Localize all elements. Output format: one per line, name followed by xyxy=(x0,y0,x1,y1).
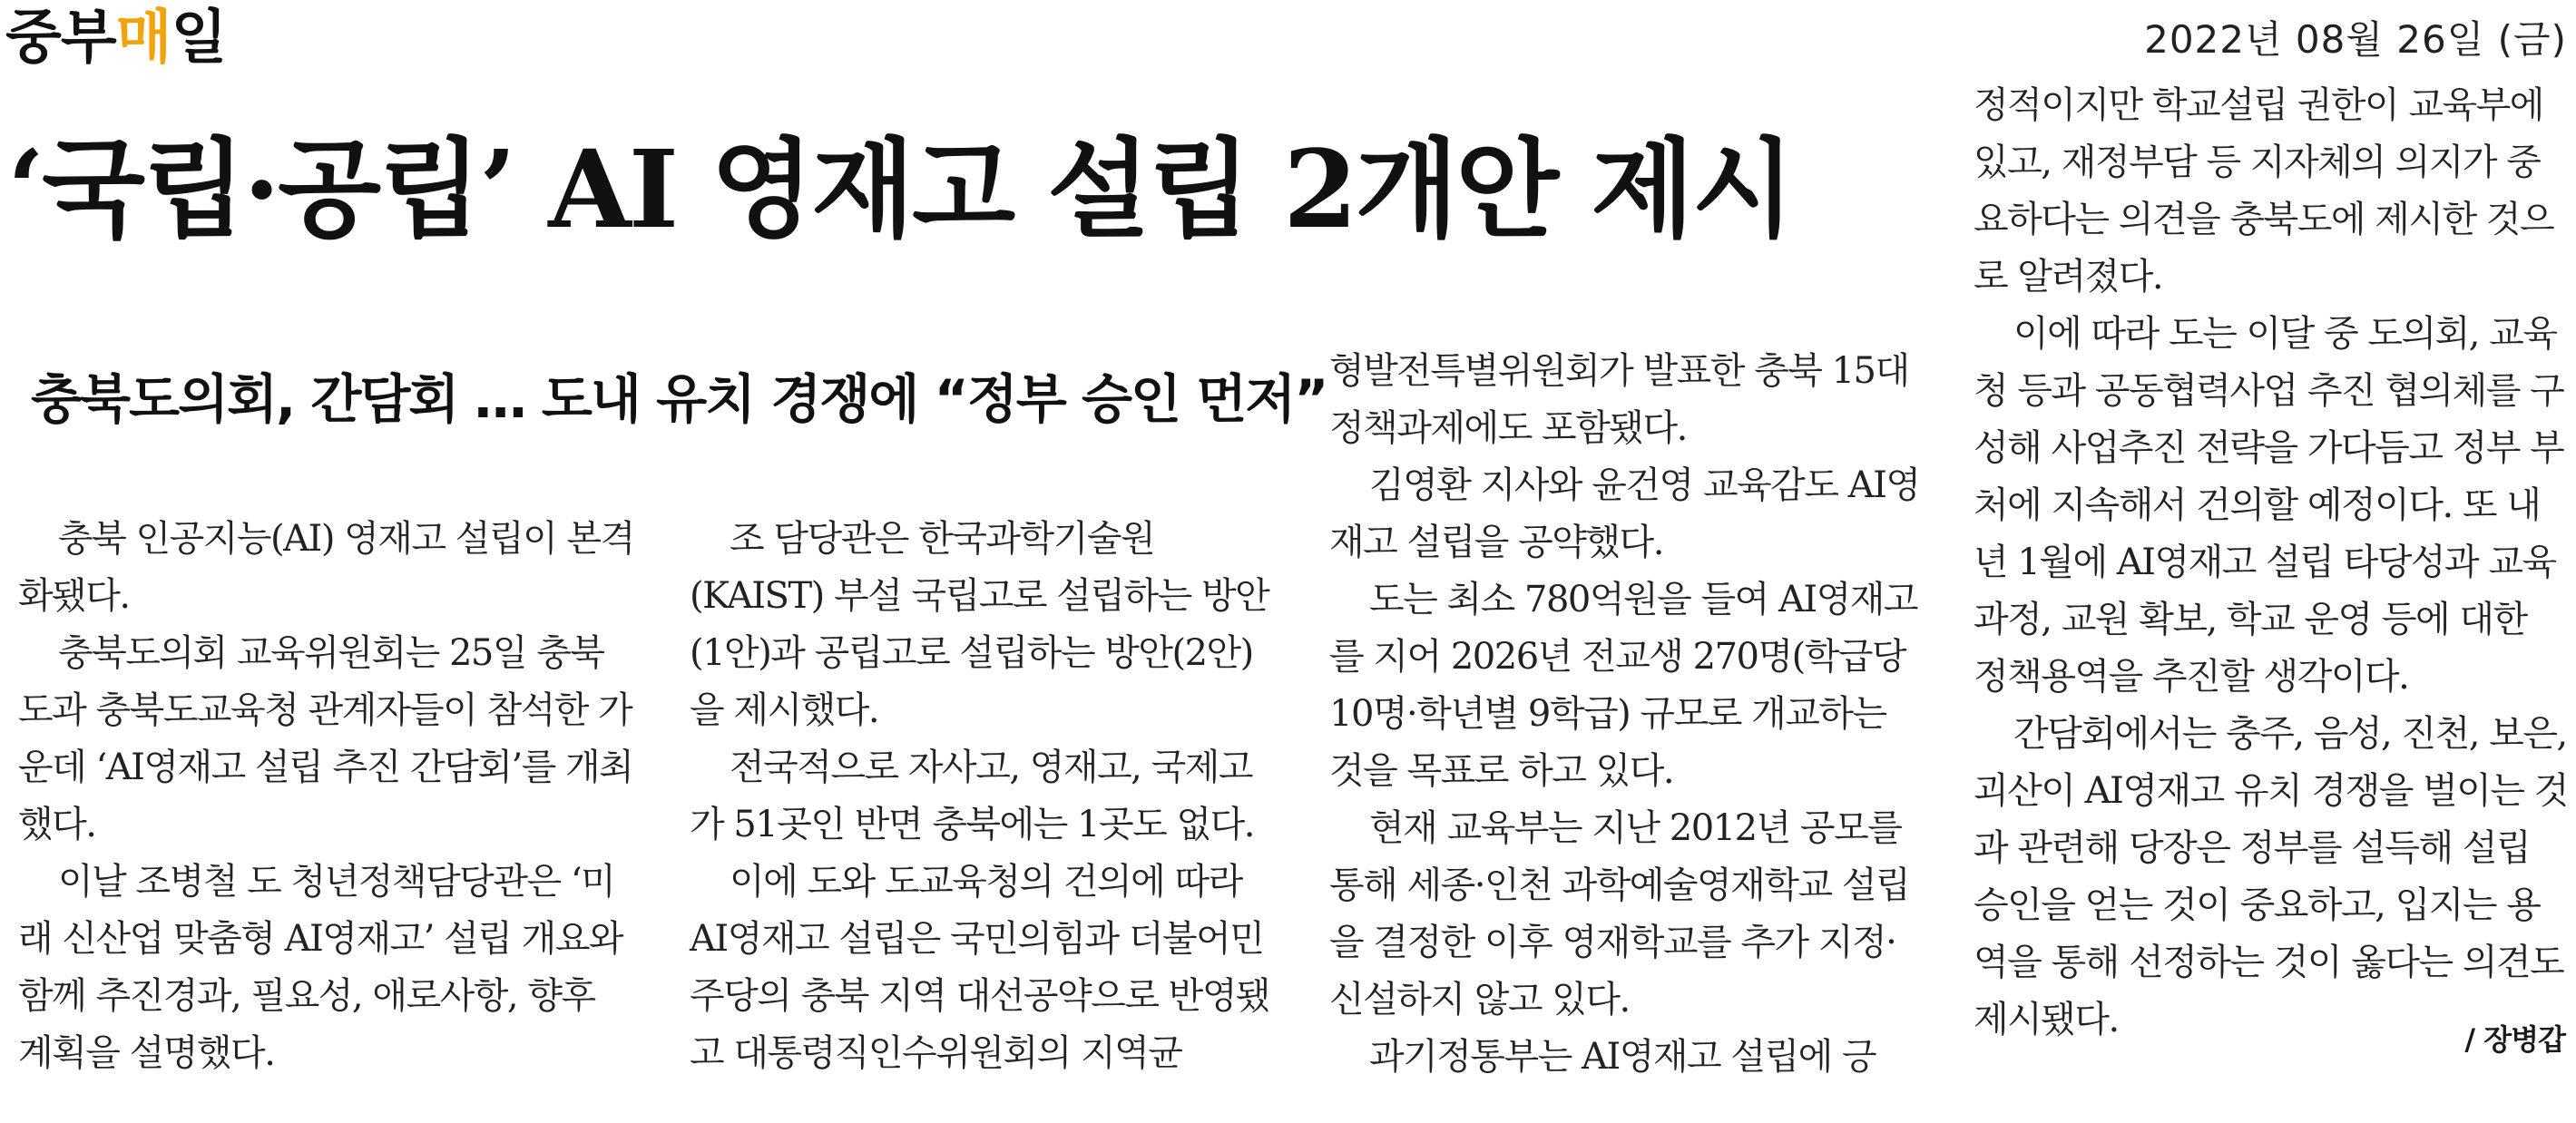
column-3-paragraph-4: 현재 교육부는 지난 2012년 공모를 통해 세종·인천 과학예술영재학교 설립을 결정한 이후 영재학교를 추가 지정·신설하지 않고 있다. xyxy=(1329,807,1910,1020)
logo-prefix: 중부 xyxy=(5,5,116,72)
column-3-paragraph-3: 도는 최소 780억원을 들여 AI영재고를 지어 2026년 전교생 270명(학급당 10명·학년별 9학급) 규모로 개교하는 것을 목표로 하고 있다. xyxy=(1329,579,1918,792)
column-3-paragraph-2: 김영환 지사와 윤건영 교육감도 AI영재고 설립을 공약했다. xyxy=(1329,464,1920,563)
column-4-paragraph-2: 이에 따라 도는 이달 중 도의회, 교육청 등과 공동협력사업 추진 협의체를 구성해 사업추진 전략을 가다듬고 정부 부처에 지속해서 건의할 예정이다. 또 내년 1월에 AI영재고 설립 타당성과 교육과정, 교원 확보, 학교 운영 등에 대한 정책용역을 추진할 생각이다. xyxy=(1974,313,2564,698)
article-column-1 xyxy=(18,511,635,1082)
column-2-paragraph-2: 전국적으로 자사고, 영재고, 국제고가 51곳인 반면 충북에는 1곳도 없다. xyxy=(690,747,1254,845)
newspaper-logo xyxy=(5,4,226,73)
column-4-paragraph-3: 간담회에서는 충주, 음성, 진천, 보은, 괴산이 AI영재고 유치 경쟁을 벌이는 것과 관련해 당장은 정부를 설득해 설립 승인을 얻는 것이 중요하고, 입지는 용역을 통해 선정하는 것이 옳다는 의견도 제시됐다. xyxy=(1974,713,2568,1040)
column-1-paragraph-1: 충북 인공지능(AI) 영재고 설립이 본격화됐다. xyxy=(18,518,634,617)
article-column-3 xyxy=(1329,343,1924,1086)
article-column-2 xyxy=(690,511,1284,1082)
article-column-4 xyxy=(1974,77,2568,1049)
column-2-paragraph-1: 조 담당관은 한국과학기술원(KAIST) 부설 국립고로 설립하는 방안(1안)과 공립고로 설립하는 방안(2안)을 제시했다. xyxy=(690,518,1269,731)
publication-date: 2022년 08월 26일 (금) xyxy=(2144,17,2567,62)
article-headline: ‘국립·공립’ AI 영재고 설립 2개안 제시 xyxy=(7,126,1793,252)
column-1-paragraph-3: 이날 조병철 도 청년정책담당관은 ‘미래 신산업 맞춤형 AI영재고’ 설립 개요와 함께 추진경과, 필요성, 애로사항, 향후 계획을 설명했다. xyxy=(18,861,623,1074)
reporter-byline: / 장병갑 xyxy=(2464,1022,2565,1057)
article-subheadline: 충북도의회, 간담회 … 도내 유치 경쟁에 “정부 승인 먼저” xyxy=(31,368,1327,430)
column-4-paragraph-1: 정적이지만 학교설립 권한이 교육부에 있고, 재정부담 등 지자체의 의지가 중요하다는 의견을 충북도에 제시한 것으로 알려졌다. xyxy=(1974,84,2554,298)
column-2-paragraph-3: 이에 도와 도교육청의 건의에 따라 AI영재고 설립은 국민의힘과 더불어민주당의 충북 지역 대선공약으로 반영됐고 대통령직인수위원회의 지역균 xyxy=(690,861,1270,1074)
column-3-paragraph-1: 형발전특별위원회가 발표한 충북 15대 정책과제에도 포함됐다. xyxy=(1329,350,1909,449)
column-1-paragraph-2: 충북도의회 교육위원회는 25일 충북도과 충북도교육청 관계자들이 참석한 가운데 ‘AI영재고 설립 추진 간담회’를 개최했다. xyxy=(18,632,633,845)
logo-accent: 매 xyxy=(115,5,171,72)
column-3-paragraph-5: 과기정통부는 AI영재고 설립에 긍 xyxy=(1369,1036,1876,1078)
logo-suffix: 일 xyxy=(171,5,227,72)
